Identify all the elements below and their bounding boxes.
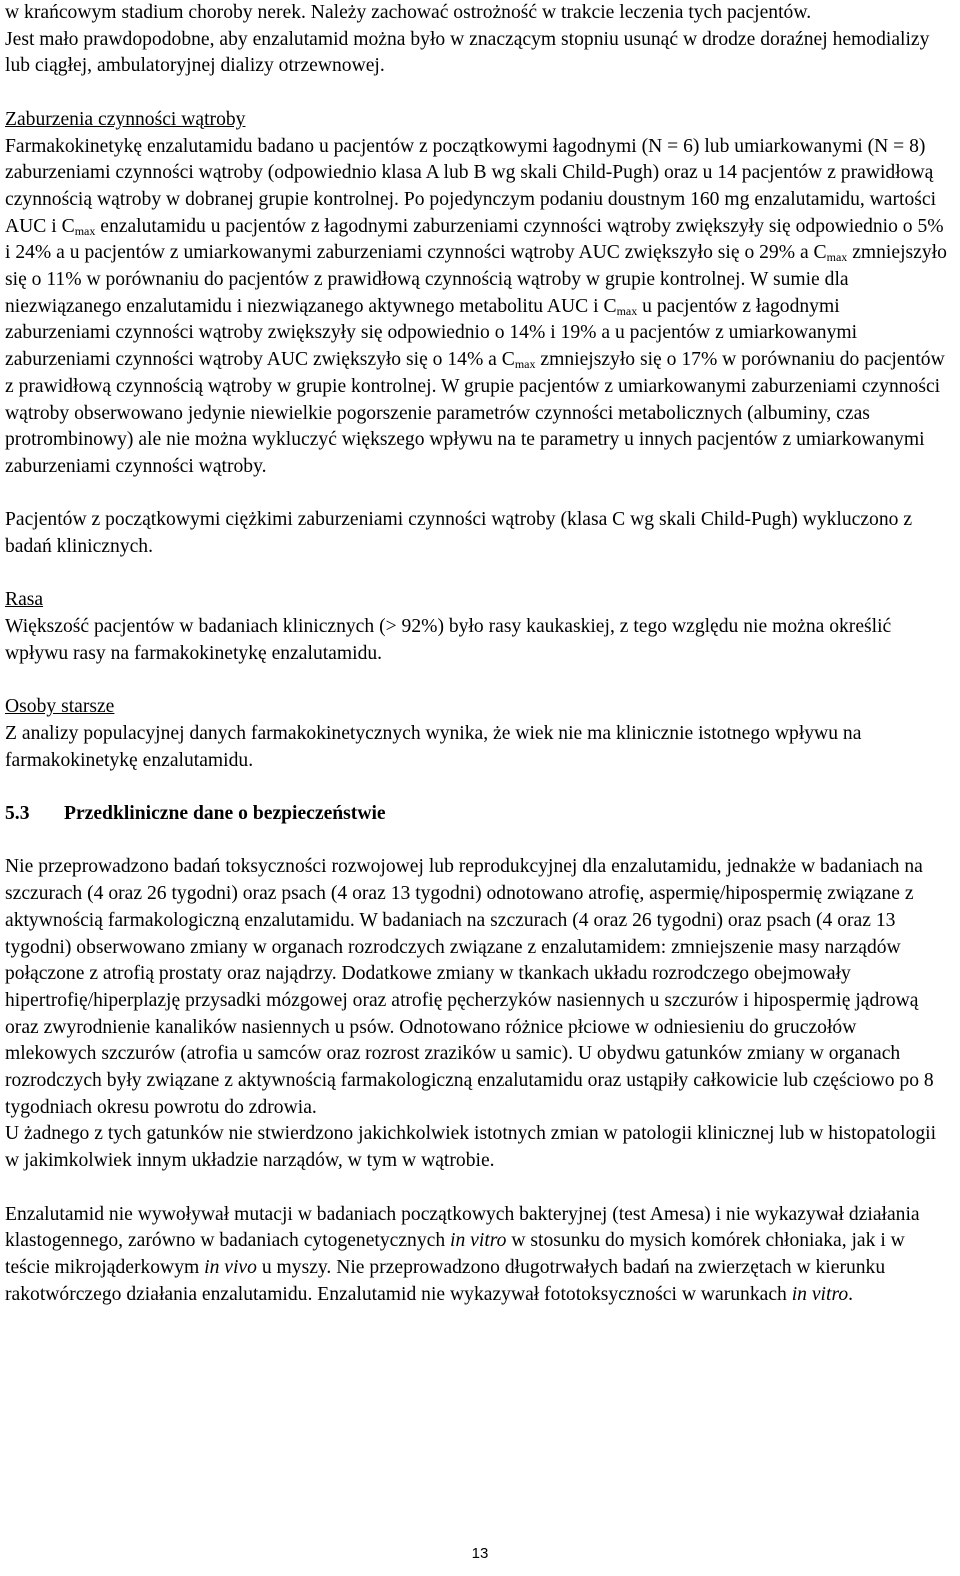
race-paragraph: Większość pacjentów w badaniach klinicznych (> 92%) było rasy kaukaskiej, z tego względu nie można określić wpływu rasy na farmakokinetykę enzalutamidu. (5, 616, 892, 664)
liver-heading: Zaburzenia czynności wątroby (5, 108, 246, 130)
liver-text-5: zmniejszyło się o 17% w porównaniu do pacjentów z prawidłową czynnością wątroby w grupie kontrolnej. W grupie pacjentów z umiarkowanymi zaburzeniami czynności wątroby obserwowano jedynie niewielkie pogorszenie parametrów czynności metabolicznych (albuminy, czas protrombinowy) ale nie można wykluczyć większego wpływu na te parametry u innych pacjentów z umiarkowanymi zaburzeniami czynności wątroby. (5, 349, 945, 477)
liver-paragraph (5, 134, 949, 481)
liver-text-3: zmniejszyło się o 11% w porównaniu do pacjentów z prawidłową czynnością wątroby w grupie kontrolnej. W sumie dla niezwiązanego enzalutamidu i niezwiązanego aktywnego metabolitu AUC i C (5, 242, 947, 317)
liver-severe-paragraph: Pacjentów z początkowymi ciężkimi zaburzeniami czynności wątroby (klasa C wg skali Child-Pugh) wykluczono z badań klinicznych. (5, 509, 913, 558)
mutagenicity-text-1: Enzalutamid nie wywoływał mutacji w badaniach początkowych bakteryjnej (test Amesa) i nie wykazywał działania klastogennego, zarówno w badaniach cytogenetycznych (5, 1203, 920, 1252)
mutagenicity-text-4: . (848, 1283, 854, 1305)
in-vitro-term: in vitro (791, 1283, 849, 1305)
liver-text-2: enzalutamidu u pacjentów z łagodnymi zaburzeniami czynności wątroby zwiększyły się odpowiednio o 5% i 24% a u pacjentów z umiarkowanymi zaburzeniami czynności wątroby AUC zwiększyło się o 29% a C (5, 215, 944, 264)
section-title: Przedkliniczne dane o bezpieczeństwie (64, 803, 386, 825)
intro-line-1 (5, 0, 949, 27)
mutagenicity-text-2: w stosunku do mysich komórek chłoniaka, jak i w teście mikrojąderkowym (5, 1230, 905, 1278)
mutagenicity-text-3: u myszy. Nie przeprowadzono długotrwałych badań na zwierzętach w kierunku rakotwórczego działania enzalutamidu. Enzalutamid nie wykazywał fototoksyczności w warunkach (5, 1256, 886, 1305)
intro-line-2 (5, 27, 949, 80)
elderly-heading: Osoby starsze (5, 696, 115, 718)
cmax-subscript: max (616, 303, 638, 318)
cmax-subscript: max (826, 250, 848, 265)
intro-text-1: w krańcowym stadium choroby nerek. Należy zachować ostrożność w trakcie leczenia tych pacjentów. (5, 2, 812, 23)
liver-text-1: Farmakokinetykę enzalutamidu badano u pacjentów z początkowymi łagodnymi (N = 6) lub umiarkowanymi (N = 8) zaburzeniami czynności wątroby (odpowiednio klasa A lub B wg skali Child-Pugh) oraz u 14 pacjentów z prawidłową czynnością wątroby w dobranej grupie kontrolnej. Po pojedynczym podaniu doustnym 160 mg enzalutamidu, wartości AUC i C (5, 135, 937, 237)
preclinical-paragraph-2 (5, 1202, 949, 1309)
section-number: 5.3 (5, 803, 30, 825)
section-heading (5, 801, 949, 828)
liver-text-4: u pacjentów z łagodnymi zaburzeniami czynności wątroby zwiększyły się odpowiednio o 14% i 19% a u pacjentów z umiarkowanymi zaburzeniami czynności wątroby AUC zwiększyło się o 14% a C (5, 295, 858, 371)
preclinical-paragraph-1: Nie przeprowadzono badań toksyczności rozwojowej lub reprodukcyjnej dla enzalutamidu, jednakże w badaniach na szczurach (4 oraz 26 tygodni) oraz psach (4 oraz 13 tygodni) odnotowano atrofię, aspermię/hipospermię związane z aktywnością farmakologiczną enzalutamidu. W badaniach na szczurach (4 oraz 26 tygodni) oraz psach (4 oraz 13 tygodni) obserwowano zmiany w organach rozrodczych związane z enzalutamidem: zmniejszenie masy narządów połączone z atrofią prostaty oraz najądrzy. Dodatkowe zmiany w tkankach układu rozrodczego obejmowały hipertrofię/hiperplazję przysadki mózgowej oraz atrofię pęcherzyków nasiennych u szczurów i hipospermię jądrową oraz zwyrodnienie kanalików nasiennych u psów. Odnotowano różnice płciowe w odniesieniu do gruczołów mlekowych szczurów (atrofia u samców oraz rozrost zrazików u samic). U obydwu gatunków zmiany w organach rozrodczych były związane z aktywnością farmakologiczną enzalutamidu oraz ustąpiły całkowicie lub częściowo po 8 tygodniach okresu powrotu do zdrowia. (5, 856, 934, 1118)
cmax-subscript: max (74, 223, 96, 238)
document-page (5, 0, 949, 1308)
page-number: 13 (471, 1545, 489, 1562)
in-vivo-term: in vivo (204, 1256, 257, 1278)
preclinical-paragraph-1b: U żadnego z tych gatunków nie stwierdzono jakichkolwiek istotnych zmian w patologii klinicznej lub w histopatologii w jakimkolwiek innym układzie narządów, w tym w wątrobie. (5, 1123, 937, 1172)
elderly-paragraph: Z analizy populacyjnej danych farmakokinetycznych wynika, że wiek nie ma klinicznie istotnego wpływu na farmakokinetykę enzalutamidu. (5, 722, 862, 771)
race-heading: Rasa (5, 589, 44, 611)
intro-text-2: Jest mało prawdopodobne, aby enzalutamid można było w znaczącym stopniu usunąć w drodze doraźnej hemodializy lub ciągłej, ambulatoryjnej dializy otrzewnowej. (5, 28, 930, 77)
cmax-subscript: max (514, 357, 536, 372)
in-vitro-term: in vitro (450, 1230, 507, 1252)
